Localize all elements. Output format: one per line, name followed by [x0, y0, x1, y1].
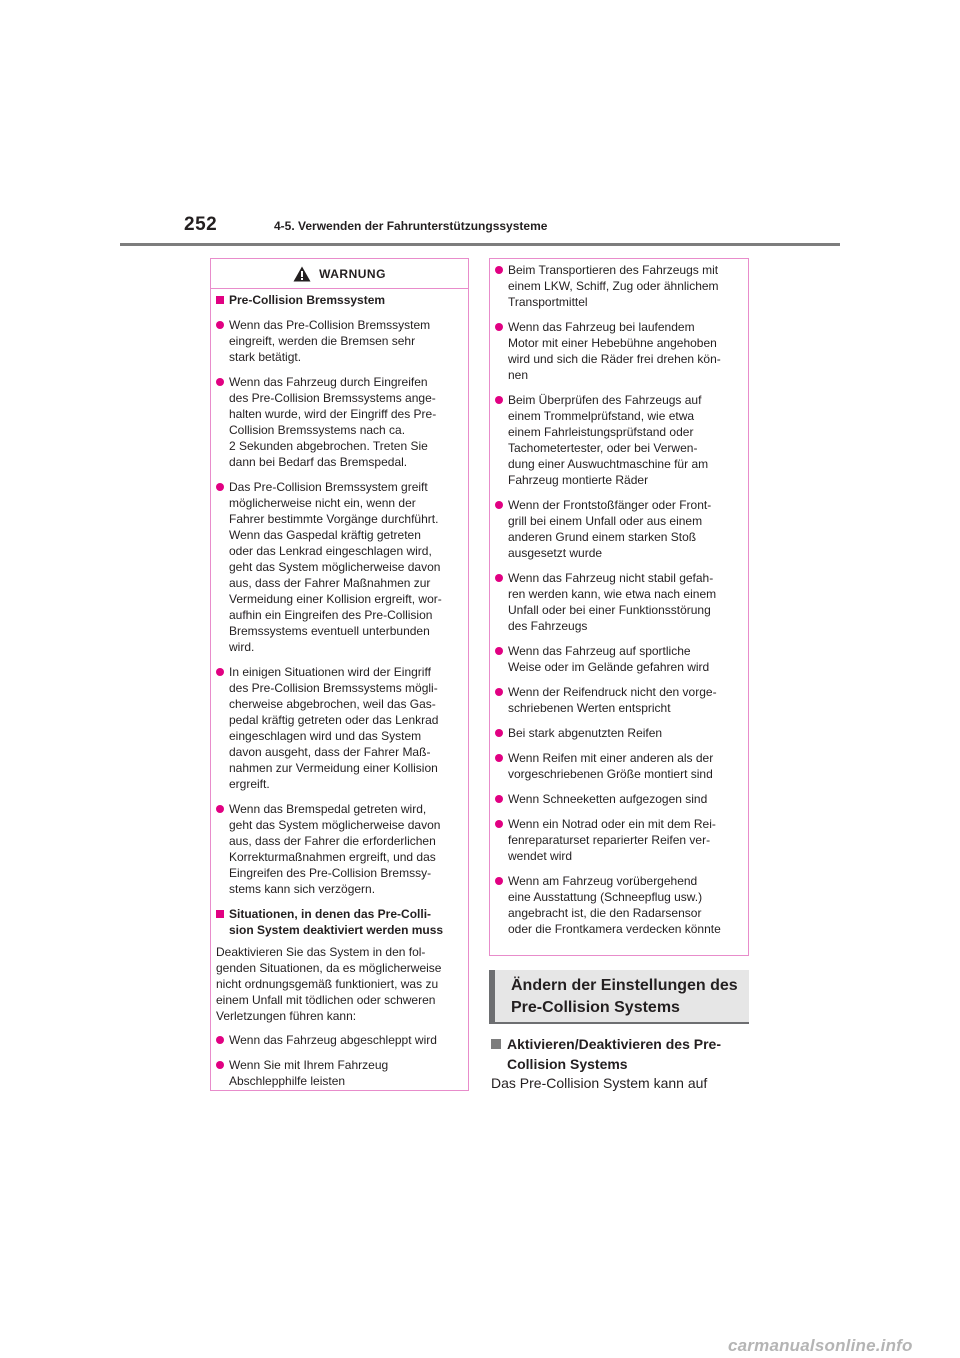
- warning-bullet: Wenn der Frontstoßfänger oder Front- grill bei einem Unfall oder aus einem anderen Grund einem starken Stoß ausgesetzt wurde: [495, 497, 743, 561]
- warning-bullet: Wenn das Fahrzeug auf sportliche Weise oder im Gelände gefahren wird: [495, 643, 743, 675]
- warning-bullet: Wenn Sie mit Ihrem Fahrzeug Abschlepphilfe leisten: [216, 1057, 463, 1089]
- warning-paragraph: Deaktivieren Sie das System in den fol- genden Situationen, da es möglicherweise nicht ordnungsgemäß funktioniert, was zu einem Unfall mit tödlichen oder schweren Verletzungen führen kann:: [216, 945, 442, 1023]
- warning-bullet: Bei stark abgenutzten Reifen: [495, 725, 743, 741]
- warning-body-right: [490, 259, 748, 937]
- warning-bullet: Wenn das Pre-Collision Bremssystem eingreift, werden die Bremsen sehr stark betätigt.: [216, 317, 463, 365]
- warning-body-left: [211, 289, 468, 1089]
- warning-bullet: Wenn am Fahrzeug vorübergehend eine Ausstattung (Schneepflug usw.) angebracht ist, die den Radarsensor oder die Frontkamera verdecken könnte: [495, 873, 743, 937]
- warning-box-right: [489, 258, 749, 956]
- warning-bullet: Beim Überprüfen des Fahrzeugs auf einem Trommelprüfstand, wie etwa einem Fahrleistungsprüfstand oder Tachometertester, oder bei Verwen- dung einer Auswuchtmaschine für am Fahrzeug montierte Räder: [495, 392, 743, 488]
- warning-header: [211, 259, 468, 289]
- subheading: Aktivieren/Deaktivieren des Pre- Collision Systems: [491, 1034, 749, 1074]
- warning-box-left: [210, 258, 469, 1091]
- warning-subheading: Situationen, in denen das Pre-Colli- sion System deaktiviert werden muss: [216, 906, 463, 938]
- footer-watermark: carmanualsonline.info: [728, 1336, 913, 1355]
- section-header: 4-5. Verwenden der Fahrunterstützungssysteme: [274, 219, 548, 233]
- warning-bullet: Beim Transportieren des Fahrzeugs mit einem LKW, Schiff, Zug oder ähnlichem Transportmittel: [495, 262, 743, 310]
- warning-bullet: In einigen Situationen wird der Eingriff des Pre-Collision Bremssystems mögli- cherweise abgebrochen, weil das Gas- pedal kräftig getreten oder das Lenkrad eingeschlagen wird und das System davon ausgeht, dass der Fahrer Maß- nahmen zur Vermeidung einer Kollision ergreift.: [216, 664, 463, 792]
- warning-bullet: Wenn Reifen mit einer anderen als der vorgeschriebenen Größe montiert sind: [495, 750, 743, 782]
- warning-bullet: Wenn das Bremspedal getreten wird, geht das System möglicherweise davon aus, dass der Fahrer die erforderlichen Korrekturmaßnahmen ergreift, und das Eingreifen des Pre-Collision Bremssy- stems kann sich verzögern.: [216, 801, 463, 897]
- warning-triangle-icon: [293, 266, 311, 282]
- warning-bullet: Wenn das Fahrzeug nicht stabil gefah- ren werden kann, wie etwa nach einem Unfall oder bei einer Funktionsstörung des Fahrzeugs: [495, 570, 743, 634]
- page-number: 252: [184, 214, 218, 235]
- header-rule: [120, 243, 840, 246]
- warning-bullet: Wenn ein Notrad oder ein mit dem Rei- fenreparaturset reparierter Reifen ver- wendet wird: [495, 816, 743, 864]
- warning-bullet: Das Pre-Collision Bremssystem greift möglicherweise nicht ein, wenn der Fahrer bestimmte Vorgänge durchführt. Wenn das Gaspedal kräftig getreten oder das Lenkrad eingeschlagen wird, geht das System möglicherweise davon aus, dass der Fahrer Maßnahmen zur Vermeidung einer Kollision ergreift, wor- aufhin ein Eingreifen des Pre-Collision Bremssystems eventuell unterbunden wird.: [216, 479, 463, 655]
- warning-bullet: Wenn das Fahrzeug durch Eingreifen des Pre-Collision Bremssystems ange- halten wurde, wird der Eingriff des Pre- Collision Bremssystems nach ca. 2 Sekunden abgebrochen. Treten Sie dann bei Bedarf das Bremspedal.: [216, 374, 463, 470]
- warning-bullet: Wenn Schneeketten aufgezogen sind: [495, 791, 743, 807]
- warning-bullet: Wenn das Fahrzeug bei laufendem Motor mit einer Hebebühne angehoben wird und sich die Räder frei drehen kön- nen: [495, 319, 743, 383]
- body-text: Das Pre-Collision System kann auf: [491, 1075, 708, 1091]
- warning-bullet: Wenn das Fahrzeug abgeschleppt wird: [216, 1032, 463, 1048]
- warning-title: WARNUNG: [319, 266, 386, 281]
- section-title-box: Ändern der Einstellungen des Pre-Collision Systems: [489, 970, 749, 1024]
- warning-bullet: Wenn der Reifendruck nicht den vorge- schriebenen Werten entspricht: [495, 684, 743, 716]
- warning-subheading: Pre-Collision Bremssystem: [216, 292, 463, 308]
